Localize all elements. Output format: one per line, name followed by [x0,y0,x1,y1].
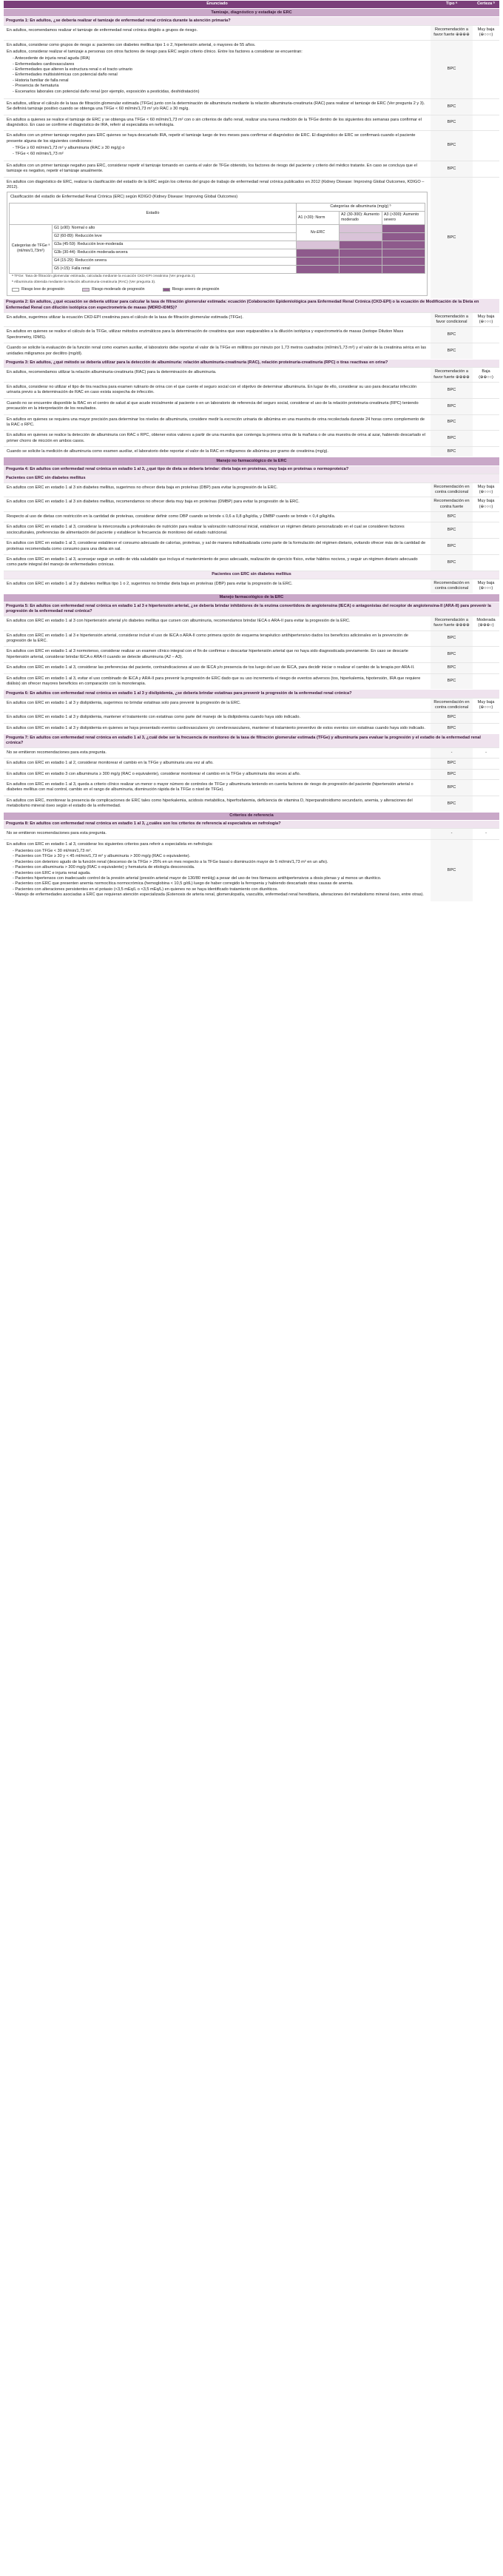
question-heading: Pregunta 6: En adultos con enfermedad renal crónica en estadio 1 al 3 y dislipidemia, ¿se debería brindar estatinas para prevenir la progresión de la enfermedad renal crónica? [4,689,499,697]
tipo-cell: BPC [431,178,473,298]
row-text: En adultos con ERC en estadio 1 al 3 y dislipidemia, sugerimos no brindar estatinas solo para prevenir la progresión de la ERC. [7,700,241,705]
table-header [4,1,499,8]
certeza-cell [473,41,499,98]
list-item: - Antecedente de injuria renal aguda (IRA) [13,56,428,61]
kdigo-col-a3: A3 (>300): Aumento severo [382,211,425,224]
tipo-cell: BPC [431,724,473,733]
row-text: En adultos con diagnóstico de ERC, realizar la clasificación del estadío de la ERC según los criterios del grupo de trabajo de enfermedad renal crónica publicados en 2012 (Kidney Disease: Improving Global Outcomes, KDIGO – 2012). [7,179,425,189]
kdigo-no-erc: No ERC [297,224,340,241]
kdigo-cell [382,232,425,241]
table-row [4,430,499,446]
kdigo-estadio: Estadío [10,203,297,224]
kdigo-cell [297,265,340,273]
tipo-cell: BPC [431,399,473,414]
row-text: En adultos con ERC en estadio 1 al 2, considerar monitorear el cambio en la TFGe y albuminuria una vez al año. [7,761,214,766]
kdigo-cell [340,232,382,241]
tipo-cell: Recomendación a favor condicional [431,313,473,327]
certeza-cell: Muy baja (⊕○○○) [477,314,495,325]
table-row [4,312,499,327]
row-text: Cuando se solicite la evaluación de la función renal como examen auxiliar, el laboratorio debe reportar el valor de la TFGe en mililitros por minuto por 1,73 metros cuadrados (ml/min/1,73 m²) y el valor de la creatinina sérica en las unidades miligramos por decilitro (mg/dl). [7,346,427,356]
row-text: En adultos con ERC en estadio 1 al 3 normotenso, considerar realizar un examen clínico integral con el fin de confirmar o descartar hipertensión arterial que no haya sido diagnosticada previamente. En caso se descarte hipertensión arterial, considerar brindar IECA o ARA-II cuando se detecte albuminuria (A2 – A3). [7,649,408,659]
kdigo-table [9,203,425,274]
certeza-cell [473,663,499,673]
kdigo-col-a1: A1 (<30): Norm [297,211,340,224]
tipo-cell: BPC [431,647,473,662]
table-row [4,662,499,673]
row-text: En adultos con ERC en estadio 1 al 3, considerar los siguientes criterios para referir a especialista en nefrología: [7,841,213,847]
header-certeza: Certeza ᵇ [477,1,495,7]
legend-mid: Riesgo moderado de progresión [92,287,145,292]
certeza-cell [473,512,499,522]
certeza-cell [473,431,499,446]
certeza-cell [473,522,499,538]
table-row [4,698,499,713]
tipo-cell: BPC [431,383,473,398]
table-row [4,446,499,457]
list-item: - Manejo de enfermedades asociadas a ERC que requieran atención especializada (Estenosis de arteria renal, glomerulopatía, vasculitis, enfermedad renal hereditaria, alteraciones del metabolismo mineral óseo, entre otras). [13,892,428,898]
kdigo-cat-header: Categorías de albuminuria (mg/g) ᵇ [297,203,425,211]
tipo-cell: BPC [431,41,473,98]
kdigo-cell [297,249,340,257]
certeza-cell: Baja (⊕⊕○○) [479,369,493,380]
list-item: - Pacientes con TFGe ≥ 30 y < 45 ml/min/1,73 m² y albuminuria > 300 mg/g (RAC o equivalente). [13,854,428,859]
tipo-cell: BPC [431,115,473,131]
tipo-cell: BPC [431,840,473,902]
criteria-list [13,849,428,898]
list-item: - Presencia de hematuria [13,84,428,89]
certeza-cell [473,647,499,662]
table-row [4,779,499,796]
list-item: - Pacientes con ERC e injuria renal aguda. [13,871,428,876]
row-text: En adultos en quienes se realice el cálculo de la TFGe, utilizar métodos enzimáticos para la determinación de creatinina que sean equiparables a la dilución isotópica y espectrometría de masas (Isotope Dilution Mass Spectrometry, IDMS). [7,329,404,340]
table-row [4,579,499,593]
tipo-cell: BPC [431,431,473,446]
question-heading: Pregunta 4: En adultos con enfermedad renal crónica en estadio 1 al 3, ¿qué tipo de dieta se debería brindar: dieta baja en proteínas, muy baja en proteínas o normoproteica? [4,465,499,474]
kdigo-cell [340,249,382,257]
certeza-cell [473,770,499,779]
table-row [4,130,499,161]
tipo-cell: BPC [431,522,473,538]
list-item: - Enfermedades cardiovasculares [13,62,428,67]
kdigo-cell [382,249,425,257]
tipo-cell: - [431,748,473,758]
row-text: No se emitieron recomendaciones para esta pregunta. [7,831,107,836]
table-row [4,177,499,298]
kdigo-cell [382,241,425,249]
legend-high: Riesgo severo de progresión [172,287,220,292]
row-text: No se emitieron recomendaciones para esta pregunta. [7,750,107,755]
certeza-cell [473,674,499,690]
subgroup-title: Pacientes con ERC sin diabetes mellitus [4,571,499,579]
kdigo-row-label: G4 (15-29): Reducción severa [53,257,297,265]
row-text: Cuando no se encuentre disponible la RAC en el centro de salud al que acude inicialmente al paciente o en un laboratorio de referencia del seguro social, considerar el uso de la relación proteinuria-creatinuria (RPC) teniendo precaución en la interpretación de los resultados. [7,400,419,411]
kdigo-cell [297,241,340,249]
table-row [4,554,499,571]
section-title: Manejo no farmacológico de la ERC [4,457,499,465]
certeza-cell [473,539,499,554]
certeza-cell: Muy baja (⊕○○○) [477,484,495,494]
certeza-cell [473,796,499,812]
kdigo-row-label: G3b (30-44): Reducción moderada-severa [53,249,297,257]
table-row [4,769,499,779]
tipo-cell: BPC [431,770,473,779]
row-text: En adultos con un primer tamizaje negativo para ERC, considerar repetir el tamizaje tomando en cuenta el valor de TFGe obtenido, los factores de riesgo del paciente y criterio del médico tratante. En caso se concluya que el tamizaje es negativo, repetir el tamizaje anualmente. [7,163,417,174]
row-text: En adultos, recomendamos utilizar la relación albuminuria-creatinuria (RAC) para la determinación de albuminuria. [7,370,217,375]
list-item: - Enfermedades que alteren la estructura renal o el tracto urinario [13,67,428,73]
row-text: En adultos, utilizar el cálculo de la tasa de filtración glomerular estimada (TFGe) junto con la determinación de albuminuria mediante la relación albuminuria-creatinuria (RAC) para realizar el tamizaje de ERC (Ver pregunta 2 y 3). Se definirá tamizaje positivo cuando se obtenga una TFGe < 60 ml/min/1,73 m² y/o RAC ≥ 30 mg/g. [7,101,425,112]
table-row [4,522,499,538]
question-heading: Pregunta 7: En adultos con enfermedad renal crónica en estadio 1 al 3, ¿cuál debe ser la frecuencia de monitoreo de la tasa de filtración glomerular estimada (TFGe) y albuminuria para evaluar la progresión y el estadio de la enfermedad renal crónica? [4,733,499,747]
subgroup-title: Pacientes con ERC sin diabetes mellitus [4,474,499,482]
tipo-cell: BPC [431,327,473,343]
row-text: En adultos con ERC en estadio 3 con albuminuria ≥ 300 mg/g (RAC o equivalente), considerar monitorear el cambio en la TFGe y albuminuria dos veces al año. [7,771,301,776]
tipo-cell: BPC [431,713,473,722]
kdigo-row-label: G1 (≥90): Normal o alto [53,224,297,232]
table-row [4,747,499,758]
tipo-cell: Recomendación en contra fuerte [431,497,473,511]
tipo-cell: BPC [431,99,473,115]
kdigo-cell [340,224,382,232]
table-row [4,398,499,414]
kdigo-caption: Clasificación del estadío de Enfermedad Renal Crónica (ERC) según KDIGO (Kidney Disease: Improving Global Outcomes) [10,195,238,200]
tipo-cell: BPC [431,343,473,359]
row-text: En adultos a quienes se realice el tamizaje de ERC y se obtenga una TFGe < 60 ml/min/1,73 m² con o sin criterios de daño renal, realizar una nueva medición de la TFGe dentro de los siguientes dos semanas para confirmar el diagnóstico. En caso se confirme el diagnóstico de IRA, referir al especialista en nefrología. [7,117,422,127]
tipo-cell: Recomendación a favor fuerte ⊕⊕⊕⊕ [431,368,473,382]
criteria-list [13,56,428,95]
question-heading: Pregunta 1: En adultos, ¿se debería realizar el tamizaje de enfermedad renal crónica durante la atención primaria? [4,16,499,24]
row-text: En adultos con ERC en estadio 1 al 3 y dislipidemia en quienes se haya presentado eventos cardiovasculares y/o cerebrovasculares, mantener el tratamiento preventivo de estos eventos con estatinas cuando haya sido indicado. [7,725,425,730]
table-row [4,161,499,177]
section-title: Criterios de referencia [4,812,499,820]
kdigo-note: ᵇ Albuminuria obtenida mediante la relación albuminuria-creatinuria (RAC) (Ver pregunta 3). [12,280,156,285]
table-row [4,758,499,768]
table-row [4,511,499,522]
table-row [4,98,499,115]
table-row [4,796,499,812]
tipo-cell: BPC [431,161,473,177]
table-row [4,367,499,382]
table-row [4,616,499,630]
section-title: Tamizaje, diagnóstico y estadiaje de ERC [4,8,499,16]
question-heading: Pregunta 3: En adultos, ¿qué método se debería utilizar para la detección de albuminuria: relación albuminuria-creatinuria (RAC), relación proteinuria-creatinuria (RPC) o tiras reactivas en orina? [4,359,499,367]
kdigo-cell [382,257,425,265]
tipo-cell: BPC [431,512,473,522]
list-item: - Pacientes con deterioro agudo de la función renal (descenso de la TFGe > 25% en un mes respecto a la TFGe basal o disminución mayor de 5 ml/min/1,73 m² en un año). [13,860,428,865]
table-row [4,723,499,733]
table-row [4,115,499,131]
certeza-cell [473,780,499,796]
row-text: En adultos con ERC en estadio 1 al 3 e hipertensión arterial, considerar incluir el uso de IECA o ARA-II como primera opción de esquema terapéutico antihipertensivo dados los beneficios adicionales en la prevención de progresión de la ERC. [7,633,408,644]
kdigo-col-a2: A2 (30-300): Aumento moderado [340,211,382,224]
tipo-cell: Recomendación a favor fuerte ⊕⊕⊕⊕ [431,26,473,40]
tipo-cell: - [431,829,473,838]
table-row [4,497,499,511]
certeza-cell [473,713,499,722]
kdigo-row-label: G2 (60-89): Reducción leve [53,232,297,241]
tipo-cell: BPC [431,447,473,457]
row-text: En adultos con ERC en estadio 1 al 3, considerar las preferencias del paciente, contraindicaciones al uso de IECA y/o presencia de tos luego del uso de IECA, para decidir iniciar o realizar el cambio de la terapia por ARA-II. [7,665,415,670]
table-row [4,828,499,838]
certeza-cell: Moderada (⊕⊕⊕○) [476,617,496,628]
certeza-cell [473,724,499,733]
tipo-cell: BPC [431,131,473,161]
list-item: - Enfermedades multisistémicas con potencial daño renal [13,73,428,78]
row-text: Cuando se solicite la medición de albuminuria como examen auxiliar, el laboratorio debe reportar el valor de la RAC en miligramos de albúmina por gramo de creatinina (mg/g). [7,449,328,454]
certeza-cell: Muy baja (⊕○○○) [477,699,495,710]
certeza-cell [473,631,499,647]
row-text: En adultos con ERC en estadio 1 al 3, considerar establecer el consumo adecuado de calorías, proteínas, y sal de manera individualizada como parte de la formulación del régimen dietario, evitando ofrecer más de la cantidad de proteínas recomendada como consumo para una dieta sin sal. [7,541,426,551]
table-row [4,630,499,647]
row-text: En adultos con ERC en estadio 1 al 3 con hipertensión arterial y/o diabetes mellitus que cursen con albuminuria, recomendamos brindar IECA o ARA-II para evitar la progresión de la ERC. [7,618,351,623]
list-item: - TFGe ≥ 60 ml/min/1,73 m² y albuminuria (RAC ≥ 30 mg/g) o [13,146,428,151]
certeza-cell [473,383,499,398]
row-text: En adultos con ERC en estadio 1 al 3, queda a criterio clínico realizar un menor o mayor número de controles de TFGe y albuminuria teniendo en cuenta factores de riesgo de progresión del paciente (hipertensión arterial o diabetes mellitus con mal control, cambio en el rango de albuminuria, disminución rápida de la TFGe o nivel de TFGe). [7,782,413,793]
kdigo-note: ᵃ TFGe: Tasa de filtración glomerular estimada, calculada mediante la ecuación CKD-EPI creatinina (Ver pregunta 2). [12,274,196,278]
tipo-cell: Recomendación en contra condicional [431,483,473,497]
list-item: - Pacientes con ERC que presenten anemia normocítica normocrómica (hemoglobina < 10,5 g/dL) luego de haber corregido la ferropenia y habiendo descartado otras causas de anemia. [13,881,428,887]
list-item: - Pacientes hipertensos con inadecuado control de la presión arterial (presión arterial mayor de 130/80 mmHg) a pesar del uso de tres fármacos antihipertensivos a dosis plenas y al menos un diurético. [13,876,428,881]
kdigo-cell [340,241,382,249]
certeza-cell: - [485,750,487,755]
kdigo-cell [297,257,340,265]
certeza-cell [473,447,499,457]
table-row [4,538,499,554]
certeza-cell [473,759,499,768]
tipo-cell: BPC [431,631,473,647]
tipo-cell: BPC [431,759,473,768]
row-text: En adultos en quienes se requiera una mayor precisión para determinar los niveles de albuminuria, considere medir la excreción urinaria de albúmina en una muestra de orina recolectada durante 24 horas como complemento de la RAC o RPC. [7,417,425,427]
row-text: En adultos con ERC, monitorear la presencia de complicaciones de ERC tales como hiperkalemia, acidosis metabólica, hiperfosfatemia, deficiencia de vitamina D, hiperparatiroidismo secundario, anemia, y alteraciones del metabolismo mineral óseo según el estadio de la enfermedad. [7,798,413,809]
row-text: En adultos, sugerimos utilizar la ecuación CKD-EPI creatinina para el cálculo de la tasa de filtración glomerular estimada (TFGe). [7,315,243,320]
row-text: En adultos, considerar como grupos de riesgo a: pacientes con diabetes mellitus tipo 1 o 2, hipertensión arterial, o mayores de 55 años. [7,42,256,47]
kdigo-cell [382,224,425,232]
question-heading: Pregunta 5: En adultos con enfermedad renal crónica en estadio 1 al 3 e hipertensión arterial, ¿se debería brindar inhibidores de la enzima convertidora de angiotensina (IECA) o antagonistas del receptor de angiotensina-II (ARA-II) para prevenir la progresión de la enfermedad renal crónica? [4,602,499,616]
kdigo-row-label: G5 (<15): Falla renal [53,265,297,273]
row-text: En adultos con ERC en estadio 1 al 3, evitar el uso combinado de IECA y ARA-II para prevenir la progresión de ERC dado que su uso incrementa el riesgo de eventos adversos (tos, hiperkalemia, hipotensión, IRA que requiere diálisis) sin ofrecer mayores beneficios en comparación con la monoterapia. [7,676,421,686]
list-item: - TFGe < 60 ml/min/1,73 m² [13,152,428,157]
tipo-cell: BPC [431,555,473,571]
list-item: - Pacientes con TFGe < 30 ml/min/1,73 m². [13,849,428,854]
tipo-cell: BPC [431,415,473,431]
row-text: En adultos con un primer tamizaje negativo para ERC quienes se haya descartado IRA, repetir el tamizaje luego de tres meses para confirmar el diagnóstico de ERC. El diagnóstico de ERC se confirmará cuando el paciente presente alguna de los siguientes condiciones: [7,133,416,144]
certeza-cell: Muy baja (⊕○○○) [477,581,495,591]
kdigo-rowlabel: Categorías de TFGe ᵃ (ml/min/1,73m²) [10,224,53,273]
section-title: Manejo farmacológico de la ERC [4,593,499,602]
row-text: En adultos, considerar no utilizar el tipo de tira reactiva para examen rutinario de orina con el que cuente el seguro social con el objetivo de determinar albuminuria. En lugar de ello, considerar su uso para descartar infección urinaria previo a la determinación de RAC en caso exista sospecha de infección. [7,385,417,395]
row-text: En adultos con ERC en estadio 1 al 3 sin diabetes mellitus, sugerimos no ofrecer dieta baja en proteínas (DBP) para evitar la progresión de la ERC. [7,485,278,490]
tipo-cell: BPC [431,796,473,812]
tipo-cell: Recomendación a favor fuerte ⊕⊕⊕⊕ [431,616,473,630]
row-text: En adultos con ERC en estadio 1 al 3 sin diabetes mellitus, recomendamos no ofrecer dieta muy baja en proteínas (DMBP) para evitar la progresión de la ERC. [7,500,300,505]
kdigo-box [7,192,428,296]
list-item: - Escenarios laborales con potencial daño renal (por ejemplo, exposición a pesticidas, deshidratación) [13,90,428,95]
kdigo-row-label: G3a (45-59): Reducción leve-moderada [53,241,297,249]
kdigo-cell [382,265,425,273]
legend-swatch-high [163,288,170,292]
table-row [4,326,499,343]
table-row [4,25,499,40]
legend-low: Riesgo leve de progresión [21,287,65,292]
row-text: En adultos, considerar realizar el tamizaje a personas con otros factores de riesgo para ERC según criterio clínico. Entre los factores a considerar se encuentran: [7,49,303,54]
row-text: En adultos con ERC en estadio 1 al 3, aconsejar seguir un estilo de vida saludable que incluya el mantenimiento de peso adecuado, realización de ejercicio físico, evitar hábitos nocivos, y seguir un régimen dietario adecuado como parte integral del manejo de enfermedades crónicas. [7,556,418,568]
tipo-cell: Recomendación en contra condicional [431,579,473,593]
table-row [4,673,499,690]
list-item: - Historia familiar de falla renal [13,78,428,84]
list-item: - Pacientes con alteraciones persistentes en el potasio (<3,5 mEq/L o <3,5 mEq/L) en quienes no se haya identificado tratamiento con diuréticos. [13,887,428,892]
tipo-cell: BPC [431,674,473,690]
row-text: Respecto al uso de dietas con restricción en la cantidad de proteínas, considerar definir como DBP cuando se brinde ≤ 0,6 a 0,8 g/kg/día, y DMBP cuando se brinde < 0,4 g/kg/día. [7,514,336,519]
tipo-cell: BPC [431,780,473,796]
header-tipo: Tipo ᵃ [445,1,458,7]
kdigo-cell [340,257,382,265]
table-row [4,482,499,497]
question-heading: Pregunta 8: En adultos con enfermedad renal crónica en estadio 1 al 3, ¿cuáles son los criterios de referencia al especialista en nefrología? [4,820,499,828]
kdigo-legend [9,286,425,294]
row-text: En adultos, recomendamos realizar el tamizaje de enfermedad renal crónica dirigido a grupos de riesgo. [7,27,198,33]
tipo-cell: Recomendación en contra condicional [431,699,473,713]
table-row [4,839,499,902]
certeza-cell [473,327,499,343]
tipo-cell: BPC [431,663,473,673]
kdigo-cell [340,265,382,273]
legend-swatch-mid [82,288,90,292]
certeza-cell [473,343,499,359]
legend-swatch-low [12,288,19,292]
table-row [4,414,499,431]
certeza-cell: - [485,831,487,836]
header-enunciado: Enunciado [206,1,228,7]
certeza-cell: Muy baja (⊕○○○) [477,499,495,509]
table-row [4,343,499,359]
row-text: En adultos en quienes se realice la detección de albuminuria con RAC o RPC, obtener estos valores a partir de una muestra que contenga la primera orina de la mañana o de una muestra de orina al azar, habiendo descartado el primer chorro de micción en ambos casos. [7,433,425,443]
list-item: - Pacientes con albuminuria > 300 mg/g (RAC o equivalente) y hematuria de etiología desconocida. [13,865,428,870]
table-row [4,382,499,398]
certeza-cell: Muy baja (⊕○○○) [477,27,495,38]
tipo-cell: BPC [431,539,473,554]
certeza-cell [473,399,499,414]
table-row [4,40,499,98]
question-heading: Pregunta 2: En adultos, ¿qué ecuación se debería utilizar para calcular la tasa de filtración glomerular estimada: ecuación (Colaboración Epidemiológica para Enfermedad Renal Crónica (CKD-EPI) o la ecuación de Modificación de la Dieta en Enfermedad Renal con dilución isotópica con espectrometría de masas (MDRD-IDMS)? [4,298,499,312]
row-text: En adultos con ERC en estadio 1 al 3 y dislipidemia, mantener el tratamiento con estatinas como parte del manejo de la dislipidemia cuando haya sido indicado. [7,715,301,720]
certeza-cell [473,415,499,431]
row-text: En adultos con ERC en estadio 1 al 3 y diabetes mellitus tipo 1 o 2, sugerimos no brindar dieta baja en proteínas (DBP) para evitar la progresión de la ERC. [7,582,293,587]
table-row [4,646,499,662]
certeza-cell [473,555,499,571]
criteria-list [13,146,428,157]
row-text: En adultos con ERC en estadio 1 al 3, considerar la interconsulta a profesionales de nutrición para realizar la valoración nutricional inicial, establecer un régimen dietario personalizado en el cual se consideren factores socioculturales, preferencias de alimentación del paciente y establecer la frecuencia de monitoreo del estado nutricional. [7,525,405,535]
table-row [4,712,499,722]
